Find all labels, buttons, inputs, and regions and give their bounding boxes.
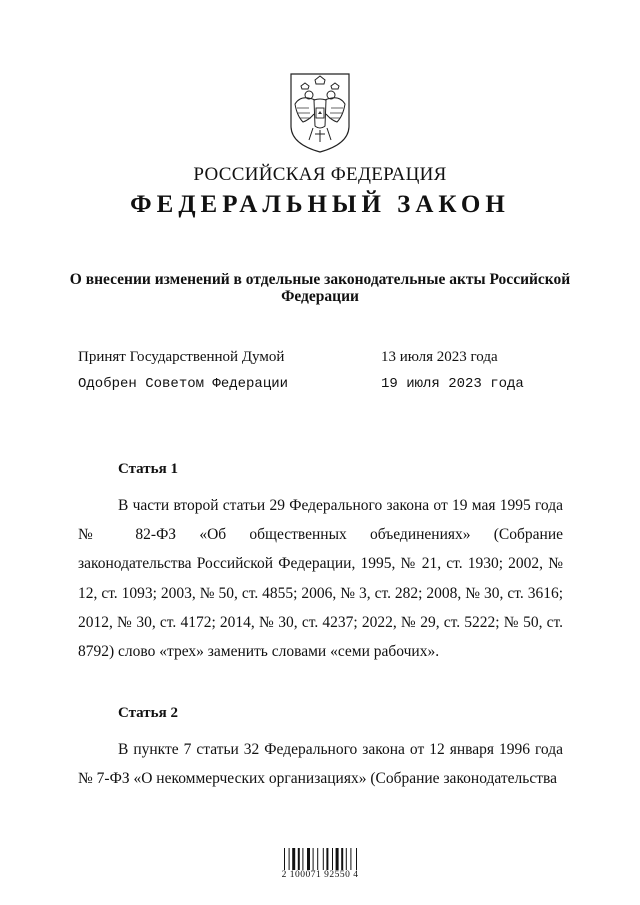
- duma-adoption-date: 13 июля 2023 года: [381, 349, 498, 365]
- barcode-number: 2 100071 92550 4: [281, 870, 359, 880]
- article-1-text: В части второй статьи 29 Федерального закона от 19 мая 1995 года № 82-ФЗ «Об общественных объединениях» (Собрание законодательства Российской Федерации, 1995, № 21, ст. 1930; 2002, № 12, ст. 1093; 2003, № 50, ст. 4855; 2006, № 3, ст. 282; 2008, № 30, ст. 3616; 2012, № 30, ст. 4172; 2014, № 30, ст. 4237; 2022, № 29, ст. 5222; № 50, ст. 8792) слово «трех» заменить словами «семи рабочих».: [78, 497, 563, 661]
- law-title: О внесении изменений в отдельные законодательные акты Российской Федерации: [69, 271, 571, 305]
- article-1-heading: Статья 1: [118, 461, 178, 477]
- country-name: РОССИЙСКАЯ ФЕДЕРАЦИЯ: [193, 164, 447, 185]
- council-approval-date: 19 июля 2023 года: [381, 376, 524, 392]
- coat-of-arms-emblem: [287, 70, 353, 154]
- law-type-heading: ФЕДЕРАЛЬНЫЙ ЗАКОН: [130, 191, 510, 218]
- duma-adoption-label: Принят Государственной Думой: [78, 349, 285, 365]
- article-2-heading: Статья 2: [118, 705, 178, 721]
- council-approval-label: Одобрен Советом Федерации: [78, 376, 289, 392]
- article-2-text: В пункте 7 статьи 32 Федерального закона от 12 января 1996 года № 7-ФЗ «О некоммерческих организациях» (Собрание законодательства: [78, 741, 563, 788]
